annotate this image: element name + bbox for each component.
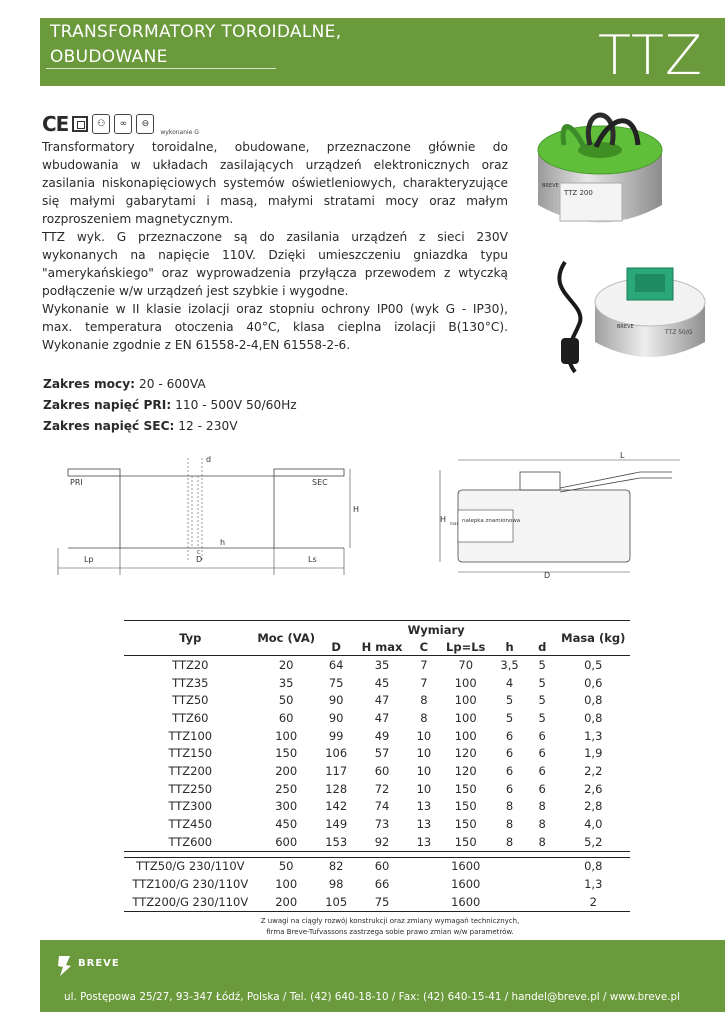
label-d-small: d <box>206 455 212 464</box>
disclaimer-note <box>200 916 580 938</box>
label-sec: SEC <box>312 478 328 487</box>
table-cell: 250 <box>275 781 298 796</box>
header-banner <box>40 18 725 86</box>
header-d: d <box>538 639 547 654</box>
table-cell: 64 <box>328 657 344 672</box>
product-photo-ttz50g <box>555 242 715 382</box>
safety-transformer-icon: ⚇ <box>92 114 110 134</box>
table-cell: 5 <box>538 693 546 708</box>
spec-sec-voltage: Zakres napięć SEC: 12 - 230V <box>43 419 238 433</box>
table-cell: 106 <box>325 746 348 761</box>
table-cell: 13 <box>416 834 432 849</box>
footer-banner <box>40 940 725 1012</box>
product-code: TTZ <box>597 24 703 87</box>
ce-mark: CE <box>42 112 69 136</box>
header-hmax: H max <box>361 639 403 654</box>
table-cell: 150 <box>454 834 477 849</box>
label-sticker: nalepka znamionowa <box>462 518 521 524</box>
table-cell: TTZ100 <box>168 728 213 743</box>
housing-logo: BREVE <box>542 183 559 189</box>
table-cell: 5 <box>538 657 546 672</box>
certification-symbols <box>42 112 199 136</box>
contact-address: ul. Postępowa 25/27, 93-347 Łódź, Polska / Tel. (42) 640-18-10 / Fax: (42) 640-15-41 / handel@breve.pl / www.breve.pl <box>64 991 681 1003</box>
table-cell: 6 <box>505 746 514 761</box>
table-cell: 2,6 <box>584 781 603 796</box>
page-title-line2: OBUDOWANE <box>50 47 168 67</box>
header-typ: Typ <box>124 621 257 656</box>
table-row <box>124 656 630 674</box>
table-cell: 10 <box>416 746 432 761</box>
table-row <box>124 674 630 692</box>
label-H-max: max <box>450 521 459 526</box>
table-cell: 5 <box>505 710 514 725</box>
table-cell: TTZ250 <box>168 781 213 796</box>
table-cell <box>528 893 557 911</box>
breve-logo-icon <box>56 954 74 978</box>
table-cell: 200 <box>275 763 298 778</box>
label-D-right: D <box>544 571 551 580</box>
table-row <box>124 875 630 893</box>
table-cell: 8 <box>538 799 546 814</box>
table-cell: 105 <box>325 894 348 909</box>
table-cell: 60 <box>374 763 390 778</box>
table-cell: 117 <box>325 763 348 778</box>
table-row <box>124 780 630 798</box>
table-cell: 8 <box>505 834 514 849</box>
table-cell: 150 <box>454 817 477 832</box>
table-cell: 1600 <box>451 877 481 892</box>
table-cell: 13 <box>416 799 432 814</box>
table-row <box>124 709 630 727</box>
table-cell: 0,8 <box>584 710 603 725</box>
label-D: D <box>196 555 203 564</box>
table-cell <box>408 857 441 875</box>
socket-face <box>635 274 665 292</box>
table-cell: 74 <box>374 799 390 814</box>
table-cell: 100 <box>454 675 477 690</box>
table-cell: 100 <box>454 710 477 725</box>
table-cell: 60 <box>278 710 294 725</box>
table-cell: 5 <box>538 710 546 725</box>
table-cell: 8 <box>538 834 546 849</box>
short-circuit-proof-icon: ∞ <box>114 114 132 134</box>
table-cell: 128 <box>325 781 348 796</box>
label-c: C <box>197 550 201 556</box>
table-cell: 92 <box>374 834 390 849</box>
table-cell: 6 <box>505 728 514 743</box>
table-cell: 8 <box>505 799 514 814</box>
table-cell: 72 <box>374 781 390 796</box>
table-cell: 0,8 <box>584 693 603 708</box>
dimensions-table <box>124 620 630 912</box>
table-cell: 45 <box>374 675 390 690</box>
table-cell: 2,8 <box>584 799 603 814</box>
description-paragraph-2: TTZ wyk. G przeznaczone są do zasilania urządzeń z sieci 230V wykonanych na napięcie 110V. Dzięki umieszczeniu gniazdka typu "amerykańskiego" oraz wyprowadzenia przyłącza przewodem z wtyczką podłączenie w/w urządzeń jest szybkie i wygodne. <box>42 230 508 298</box>
table-cell: 0,5 <box>584 657 603 672</box>
table-cell: 0,6 <box>584 675 603 690</box>
table-cell: 10 <box>416 763 432 778</box>
header-masa: Masa (kg) <box>556 621 630 656</box>
housing-logo: BREVE <box>617 324 634 330</box>
table-cell: 5 <box>538 675 546 690</box>
table-cell: TTZ100/G 230/110V <box>132 877 249 892</box>
table-cell: 90 <box>328 710 344 725</box>
table-cell: 1,9 <box>584 746 603 761</box>
table-cell: TTZ450 <box>168 817 213 832</box>
table-cell: 10 <box>416 781 432 796</box>
table-cell: 120 <box>454 763 477 778</box>
page-title-line1: TRANSFORMATORY TOROIDALNE, <box>50 22 342 42</box>
table-cell: TTZ20 <box>172 657 209 672</box>
rating-label-text: TTZ 200 <box>564 189 593 197</box>
table-cell: TTZ35 <box>172 675 209 690</box>
plug <box>561 338 579 364</box>
table-cell <box>528 875 557 893</box>
table-cell: 75 <box>328 675 344 690</box>
table-cell: 7 <box>420 657 428 672</box>
table-cell: 82 <box>328 859 344 874</box>
table-cell: 100 <box>454 728 477 743</box>
table-cell: 49 <box>374 728 390 743</box>
table-cell: 73 <box>374 817 390 832</box>
technical-drawings <box>40 450 690 590</box>
table-cell: 57 <box>374 746 390 761</box>
table-cell: 47 <box>374 710 390 725</box>
table-cell <box>491 875 528 893</box>
header-D: D <box>331 639 341 654</box>
table-row <box>124 798 630 816</box>
description-paragraph-3: Wykonanie w II klasie izolacji oraz stopniu ochrony IP00 (wyk G - IP30), max. temperatura otoczenia 40°C, klasa cieplna izolacji B(130°C). Wykonanie zgodnie z EN 61558-2-4,EN 61558-2-6. <box>42 302 508 352</box>
table-cell: 150 <box>275 746 298 761</box>
spec-list <box>43 374 297 437</box>
table-cell: 600 <box>275 834 298 849</box>
table-cell: TTZ300 <box>168 799 213 814</box>
label-ls: Ls <box>308 555 317 564</box>
table-cell: 3,5 <box>500 657 519 672</box>
table-cell: 1,3 <box>584 728 603 743</box>
table-cell: 98 <box>328 877 344 892</box>
table-cell: 1600 <box>451 894 481 909</box>
header-c: C <box>419 639 429 654</box>
table-cell: 75 <box>374 894 390 909</box>
table-cell: 142 <box>325 799 348 814</box>
table-cell: 20 <box>278 657 294 672</box>
table-cell: 149 <box>325 817 348 832</box>
table-cell: 60 <box>374 859 390 874</box>
table-cell: 100 <box>275 877 298 892</box>
table-cell: 8 <box>420 710 428 725</box>
table-cell: 70 <box>458 657 474 672</box>
table-cell: 150 <box>454 799 477 814</box>
table-cell: 100 <box>275 728 298 743</box>
table-cell: 99 <box>328 728 344 743</box>
housing-view-drawing <box>440 451 680 580</box>
label-H-right: H <box>440 515 447 524</box>
table-cell: 2 <box>589 894 597 909</box>
header-lpls: Lp=Ls <box>446 639 486 654</box>
label-h-small: h <box>220 538 226 547</box>
table-cell: 8 <box>505 817 514 832</box>
table-cell <box>491 857 528 875</box>
table-cell: 35 <box>374 657 390 672</box>
table-cell <box>408 875 441 893</box>
header-h: h <box>505 639 514 654</box>
note-line-1: Z uwagi na ciągły rozwój konstrukcji oraz zmiany wymagań technicznych, <box>260 917 520 925</box>
table-cell: TTZ150 <box>168 746 213 761</box>
table-cell: 6 <box>538 728 546 743</box>
table-cell: 50 <box>278 859 294 874</box>
spec-pri-voltage: Zakres napięć PRI: 110 - 500V 50/60Hz <box>43 398 297 412</box>
table-cell: 35 <box>278 675 294 690</box>
table-row <box>124 815 630 833</box>
header-moc: Moc (VA) <box>257 621 316 656</box>
table-row <box>124 727 630 745</box>
label-L: L <box>620 451 625 460</box>
table-cell: 120 <box>454 746 477 761</box>
table-cell: 200 <box>275 894 298 909</box>
table-cell: TTZ200/G 230/110V <box>132 894 249 909</box>
table-cell: 150 <box>454 781 477 796</box>
table-cell: 5,2 <box>584 834 603 849</box>
table-cell: 7 <box>420 675 428 690</box>
table-cell <box>528 857 557 875</box>
table-cell: 6 <box>538 746 546 761</box>
variant-note: wykonanie G <box>160 129 199 136</box>
table-cell: 300 <box>275 799 298 814</box>
table-cell: 100 <box>454 693 477 708</box>
label-H: H <box>353 505 360 514</box>
header-wymiary: Wymiary <box>407 622 465 637</box>
table-cell: 6 <box>538 781 546 796</box>
table-cell: 6 <box>538 763 546 778</box>
brand-name: BREVE <box>78 958 120 969</box>
table-body <box>124 656 630 852</box>
product-photo-ttz200 <box>520 105 680 235</box>
table-cell: TTZ50 <box>172 693 209 708</box>
table-cell: TTZ60 <box>172 710 209 725</box>
table-cell: 450 <box>275 817 298 832</box>
table-body-g <box>124 851 630 911</box>
fail-safe-icon: ⊖ <box>136 114 154 134</box>
table-cell: 0,8 <box>584 859 603 874</box>
table-row <box>124 762 630 780</box>
table-cell: 13 <box>416 817 432 832</box>
table-cell: 5 <box>505 693 514 708</box>
table-row <box>124 833 630 851</box>
table-row <box>124 691 630 709</box>
note-line-2: firma Breve-Tufvassons zastrzega sobie prawo zmian w/w parametrów. <box>266 928 514 936</box>
table-row <box>124 893 630 911</box>
table-cell: 10 <box>416 728 432 743</box>
table-cell: TTZ200 <box>168 763 213 778</box>
title-underline <box>46 68 276 69</box>
table-cell: TTZ50/G 230/110V <box>136 859 245 874</box>
table-cell: 6 <box>505 781 514 796</box>
side-view-drawing <box>58 455 359 575</box>
table-cell <box>408 893 441 911</box>
table-cell: 8 <box>538 817 546 832</box>
table-cell: 1,3 <box>584 877 603 892</box>
table-cell: 4 <box>505 675 514 690</box>
table-cell: 66 <box>374 877 390 892</box>
label-lp: Lp <box>84 555 94 564</box>
table-row <box>124 857 630 875</box>
table-cell: TTZ600 <box>168 834 213 849</box>
table-cell: 1600 <box>451 859 481 874</box>
label-pri: PRI <box>70 478 83 487</box>
table-cell: 50 <box>278 693 294 708</box>
table-row <box>124 744 630 762</box>
table-cell: 8 <box>420 693 428 708</box>
table-cell: 4,0 <box>584 817 603 832</box>
rating-label-text: TTZ 50/G <box>665 329 693 336</box>
description <box>42 138 508 354</box>
description-paragraph-1: Transformatory toroidalne, obudowane, przeznaczone głównie do wbudowania w układach zasilających urządzeń elektronicznych oraz zasilania niskonapięciowych systemów oświetleniowych, charakteryzujące się małymi gabarytami i masą, małymi stratami mocy oraz małym rozproszeniem magnetycznym. <box>42 140 508 226</box>
spec-power: Zakres mocy: 20 - 600VA <box>43 377 206 391</box>
table-cell: 47 <box>374 693 390 708</box>
table-cell: 6 <box>505 763 514 778</box>
table-cell <box>491 893 528 911</box>
class-ii-icon <box>72 116 88 132</box>
table-cell: 2,2 <box>584 763 603 778</box>
table-cell: 90 <box>328 693 344 708</box>
table-cell: 153 <box>325 834 348 849</box>
